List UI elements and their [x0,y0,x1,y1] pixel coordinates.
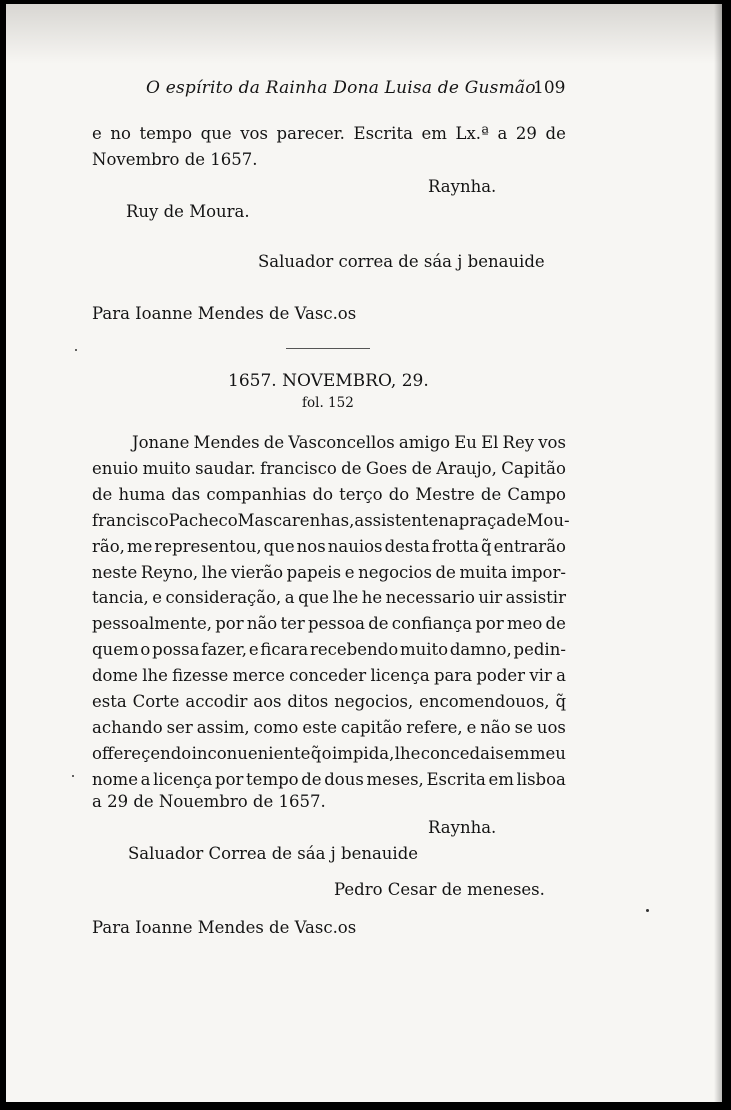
word: q̃ [310,743,322,763]
word: como [253,717,299,737]
body-line [92,510,570,531]
word: Vasconcellos [288,433,395,452]
word: e [248,640,259,660]
word: El [481,433,499,452]
signature-saluador: Saluador Correa de sáa j benauide [128,844,419,863]
word: inconueniente [191,743,311,763]
addressee: Para Ioanne Mendes de Vasc.os [92,304,357,323]
word: muito [142,458,191,478]
word: representou, [154,536,262,556]
word: lisboa [516,769,566,789]
word: Escrita [353,124,413,143]
word: para [433,666,473,686]
word: francisco [260,458,337,478]
word: possa [152,640,200,660]
paper-speck [75,349,77,351]
signature-saluador: Saluador correa de sáa j benauide [258,252,545,271]
signature-pedro-cesar: Pedro Cesar de meneses. [334,880,545,899]
word: huma [118,484,166,504]
word: parecer. [276,124,345,143]
word: que [200,124,232,143]
scan-shadow [6,4,722,64]
word: Campo [507,484,566,504]
word: impor- [511,562,566,582]
body-line [92,614,566,634]
body-line [92,537,566,557]
word: que [263,536,295,556]
word: de [545,124,566,143]
word: damno, [449,640,512,660]
word: Mascarenhas, [237,510,355,530]
word: saudar. [195,458,256,478]
book-page [6,4,722,1102]
word: dome [92,666,138,686]
word: do [312,484,334,504]
date-heading: 1657. NOVEMBRO, 29. [228,371,429,391]
word: vos [538,433,566,452]
word: capitão [340,717,403,737]
word: Capitão [501,458,566,478]
word: achando [92,717,163,737]
word: he [361,588,383,608]
word: pessoalmente, [92,614,212,634]
word: pessoa [307,614,366,634]
word: a [284,588,295,608]
word: lhe [201,562,228,582]
word: em [488,769,514,789]
word: de [341,458,362,478]
word: de [263,433,285,452]
word: meses, [366,769,424,789]
word: amigo [398,433,451,452]
word: ter [280,614,305,634]
word: entrarão [493,536,566,556]
word: ser [166,717,193,737]
word: meo [506,614,543,634]
word: do [388,484,410,504]
word: Araujo, [436,458,497,478]
page-edge-shadow [714,4,722,1102]
word: desta [384,536,430,556]
word: vierão [231,562,284,582]
word: terço [339,484,383,504]
letter1-line-1 [92,124,566,144]
word: negocios, [334,692,414,711]
word: de [480,484,502,504]
word: tancia, [92,588,149,608]
word: e [152,588,162,608]
word: conceder [289,666,367,686]
word: lhe [332,588,359,608]
word: não [246,614,278,634]
word: q̃ [555,692,566,711]
word: uir [478,588,503,608]
word: a [556,666,566,686]
word: de [301,769,322,789]
word: muita [459,562,508,582]
word: de [411,458,432,478]
word: Escrita [426,769,486,789]
body-line [92,770,566,790]
body-line [92,718,566,738]
word: por [215,769,244,789]
word: tempo [139,124,193,143]
word: merce [232,666,285,686]
word: nome [92,769,138,789]
word: a [140,769,151,789]
word: aos [253,692,282,711]
word: dous [324,769,364,789]
word: Jonane [132,433,190,452]
word: ditos [287,692,329,711]
word: e [92,124,102,143]
word: francisco [92,510,169,530]
word: companhias [206,484,307,504]
word: Mendes [193,433,260,452]
word: meu [529,743,566,763]
word: Mestre [415,484,475,504]
word: e [344,562,355,582]
letter1-line-2: Novembro de 1657. [92,150,258,169]
signature-queen: Raynha. [428,177,497,196]
word: papeis [286,562,342,582]
word: Eu [454,433,477,452]
word: tempo [246,769,299,789]
word: Pacheco [168,510,238,530]
word: Mou- [526,510,570,530]
word: de [545,614,566,634]
word: impida, [331,743,395,763]
word: pedin- [513,640,566,660]
paper-speck [646,909,649,912]
word: a [497,124,508,143]
word: Corte [132,692,180,711]
running-title: O espírito da Rainha Dona Luisa de Gusmão [146,78,536,98]
word: concedais [420,743,504,763]
word: lhe [142,666,168,686]
word: accodir [185,692,248,711]
section-divider [286,348,370,349]
word: necessario [385,588,475,608]
word: ficara [260,640,309,660]
word: rão, [92,536,125,556]
paper-speck [72,775,74,777]
word: licença [153,769,213,789]
word: de [92,484,113,504]
word: o [321,743,332,763]
word: quem [92,640,139,660]
word: enuio [92,458,139,478]
signature-ruy-de-moura: Ruy de Moura. [126,202,250,221]
word: este [302,717,337,737]
word: de [368,614,389,634]
page-number: 109 [533,78,566,98]
word: se [514,717,533,737]
word: na [438,510,459,530]
word: praça [458,510,507,530]
word: que [298,588,330,608]
word: fizesse [172,666,229,686]
word: offereçendo [92,743,192,763]
word: poder [476,666,526,686]
body-line [92,692,566,712]
body-line [92,459,566,479]
word: nauios [327,536,383,556]
body-line [92,485,566,505]
word: uos [536,717,566,737]
word: esta [92,692,127,711]
word: o [140,640,151,660]
word: no [110,124,131,143]
word: não [480,717,511,737]
letter2-last-line: a 29 de Nouembro de 1657. [92,792,326,811]
word: em [421,124,447,143]
word: frotta [431,536,479,556]
word: refere, [406,717,463,737]
word: assim, [196,717,250,737]
word: de [435,562,456,582]
word: confiança [391,614,473,634]
word: lhe [394,743,421,763]
word: vos [240,124,268,143]
word: encomendouos, [419,692,550,711]
word: Rey [502,433,535,452]
word: q̃ [480,536,492,556]
word: fazer, [201,640,247,660]
word: e [466,717,477,737]
body-line [92,744,566,764]
word: por [475,614,504,634]
word: muito [399,640,449,660]
word: assistente [354,510,439,530]
word: negocios [358,562,432,582]
word: Goes [365,458,408,478]
word: Lx.ª [455,124,489,143]
word: assistir [505,588,566,608]
word: por [215,614,244,634]
word: das [171,484,201,504]
word: nos [296,536,326,556]
word: em [504,743,530,763]
body-line [92,588,566,608]
word: neste [92,562,138,582]
signature-queen: Raynha. [428,818,497,837]
word: Reyno, [140,562,199,582]
word: recebendo [310,640,399,660]
body-line [92,666,566,686]
addressee: Para Ioanne Mendes de Vasc.os [92,918,357,937]
word: 29 [515,124,537,143]
word: vir [529,666,552,686]
word: de [506,510,527,530]
body-line [92,563,566,583]
body-line [92,640,566,660]
word: consideração, [165,588,282,608]
word: licença [370,666,430,686]
word: me [126,536,153,556]
folio-reference: fol. 152 [302,395,354,411]
body-line [132,433,566,453]
